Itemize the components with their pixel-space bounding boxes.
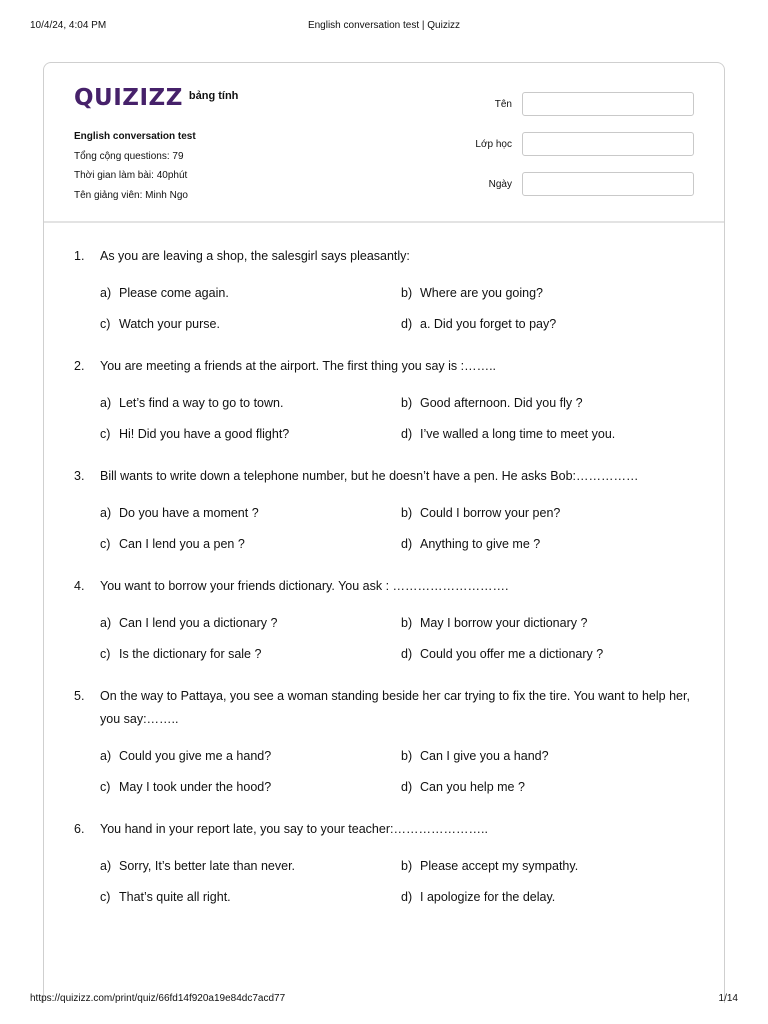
answer-options: [100, 746, 694, 798]
question-stem: [74, 245, 694, 268]
option-letter: b): [401, 506, 413, 520]
answer-option: [401, 746, 694, 767]
answer-option: [401, 856, 694, 877]
question-stem: [74, 685, 694, 731]
option-letter: d): [401, 647, 413, 661]
option-letter: d): [401, 427, 413, 441]
option-text: Could you offer me a dictionary ?: [420, 647, 604, 661]
question-number: 3.: [74, 469, 85, 483]
question-number: 5.: [74, 689, 85, 703]
answer-option: [100, 424, 401, 445]
option-letter: d): [401, 317, 413, 331]
answer-option: [401, 283, 694, 304]
option-letter: a): [100, 396, 112, 410]
answer-option: [401, 393, 694, 414]
answer-option: [100, 644, 401, 665]
answer-option: [401, 613, 694, 634]
answer-option: [100, 314, 401, 335]
answer-option: [401, 777, 694, 798]
option-letter: d): [401, 537, 413, 551]
option-text: Can I give you a hand?: [420, 749, 549, 763]
date-field: [489, 172, 694, 196]
option-letter: b): [401, 859, 413, 873]
option-text: Good afternoon. Did you fly ?: [420, 396, 583, 410]
answer-options: [100, 856, 694, 908]
print-footer: [30, 993, 738, 1007]
quizizz-logo: [74, 85, 238, 111]
question-text: You want to borrow your friends dictionary. You ask : ……………………….: [100, 579, 509, 593]
option-text: I apologize for the delay.: [420, 890, 556, 904]
option-letter: c): [100, 317, 111, 331]
question-number: 4.: [74, 579, 85, 593]
question-text: You hand in your report late, you say to your teacher:…………………..: [100, 822, 488, 836]
answer-option: [401, 534, 694, 555]
worksheet-header: [44, 63, 724, 223]
answer-option: [401, 424, 694, 445]
answer-option: [100, 856, 401, 877]
answer-option: [100, 393, 401, 414]
option-text: Hi! Did you have a good flight?: [119, 427, 290, 441]
option-letter: b): [401, 616, 413, 630]
answer-option: [100, 887, 401, 908]
quiz-teacher: Tên giảng viên: Minh Ngo: [74, 189, 188, 201]
name-label: Tên: [494, 98, 512, 110]
answer-option: [100, 534, 401, 555]
logo-wordmark: QUIZIZZ: [74, 85, 183, 111]
answer-options: [100, 283, 694, 335]
class-field: [475, 132, 694, 156]
question-number: 1.: [74, 249, 85, 263]
date-label: Ngày: [488, 178, 512, 190]
option-text: Could you give me a hand?: [119, 749, 272, 763]
option-letter: c): [100, 647, 111, 661]
option-text: Please accept my sympathy.: [420, 859, 579, 873]
option-text: That’s quite all right.: [119, 890, 231, 904]
question-stem: [74, 575, 694, 598]
question-list: [74, 245, 694, 928]
option-letter: a): [100, 286, 112, 300]
question-text: As you are leaving a shop, the salesgirl says pleasantly:: [100, 249, 410, 263]
answer-option: [401, 314, 694, 335]
option-letter: c): [100, 427, 111, 441]
option-text: Let’s find a way to go to town.: [119, 396, 284, 410]
worksheet: [43, 62, 725, 1003]
option-text: a. Did you forget to pay?: [420, 317, 557, 331]
logo-subtitle: bảng tính: [188, 90, 239, 102]
answer-option: [100, 503, 401, 524]
print-header: [30, 20, 738, 34]
quiz-time-limit: Thời gian làm bài: 40phút: [74, 170, 188, 181]
option-text: Anything to give me ?: [420, 537, 541, 551]
answer-options: [100, 613, 694, 665]
answer-option: [100, 283, 401, 304]
question-text: You are meeting a friends at the airport. The first thing you say is :……..: [100, 359, 497, 373]
question-stem: [74, 818, 694, 841]
question-1: [74, 245, 694, 335]
question-stem: [74, 355, 694, 378]
option-letter: b): [401, 749, 413, 763]
quiz-total-questions: Tổng cộng questions: 79: [74, 150, 184, 162]
answer-option: [100, 777, 401, 798]
question-text: On the way to Pattaya, you see a woman standing beside her car trying to fix the tire. You want to help her, you say:……..: [100, 689, 690, 726]
option-text: Can I lend you a pen ?: [119, 537, 245, 551]
option-letter: d): [401, 890, 413, 904]
option-text: Please come again.: [119, 286, 229, 300]
option-text: Could I borrow your pen?: [420, 506, 561, 520]
quiz-info: [74, 127, 196, 205]
option-text: Do you have a moment ?: [119, 506, 259, 520]
question-6: [74, 818, 694, 908]
question-3: [74, 465, 694, 555]
question-number: 2.: [74, 359, 85, 373]
question-4: [74, 575, 694, 665]
print-datetime: 10/4/24, 4:04 PM: [30, 20, 107, 31]
print-url: https://quizizz.com/print/quiz/66fd14f920a19e84dc7acd77: [30, 993, 286, 1004]
option-letter: c): [100, 780, 111, 794]
print-page-title: English conversation test | Quizizz: [307, 20, 461, 31]
option-text: I’ve walled a long time to meet you.: [420, 427, 616, 441]
question-stem: [74, 465, 694, 488]
question-2: [74, 355, 694, 445]
answer-option: [401, 644, 694, 665]
class-label: Lớp học: [475, 138, 512, 150]
answer-options: [100, 503, 694, 555]
option-letter: a): [100, 749, 112, 763]
option-letter: d): [401, 780, 413, 794]
option-text: May I borrow your dictionary ?: [420, 616, 588, 630]
option-letter: c): [100, 537, 111, 551]
name-input[interactable]: [522, 92, 694, 116]
option-letter: b): [401, 286, 413, 300]
option-text: Can you help me ?: [420, 780, 525, 794]
question-text: Bill wants to write down a telephone number, but he doesn’t have a pen. He asks Bob:……………: [100, 469, 639, 483]
option-text: Where are you going?: [420, 286, 543, 300]
option-text: Is the dictionary for sale ?: [119, 647, 262, 661]
option-text: May I took under the hood?: [119, 780, 272, 794]
option-text: Watch your purse.: [119, 317, 220, 331]
option-letter: b): [401, 396, 413, 410]
answer-option: [401, 503, 694, 524]
option-letter: a): [100, 859, 112, 873]
question-number: 6.: [74, 822, 85, 836]
answer-option: [401, 887, 694, 908]
option-text: Sorry, It’s better late than never.: [119, 859, 296, 873]
question-5: [74, 685, 694, 798]
answer-options: [100, 393, 694, 445]
option-letter: c): [100, 890, 111, 904]
answer-option: [100, 613, 401, 634]
answer-option: [100, 746, 401, 767]
date-input[interactable]: [522, 172, 694, 196]
option-letter: a): [100, 616, 112, 630]
print-page-number: 1/14: [718, 993, 738, 1004]
option-text: Can I lend you a dictionary ?: [119, 616, 278, 630]
option-letter: a): [100, 506, 112, 520]
quiz-title: English conversation test: [74, 131, 196, 142]
class-input[interactable]: [522, 132, 694, 156]
name-field: [495, 92, 694, 116]
